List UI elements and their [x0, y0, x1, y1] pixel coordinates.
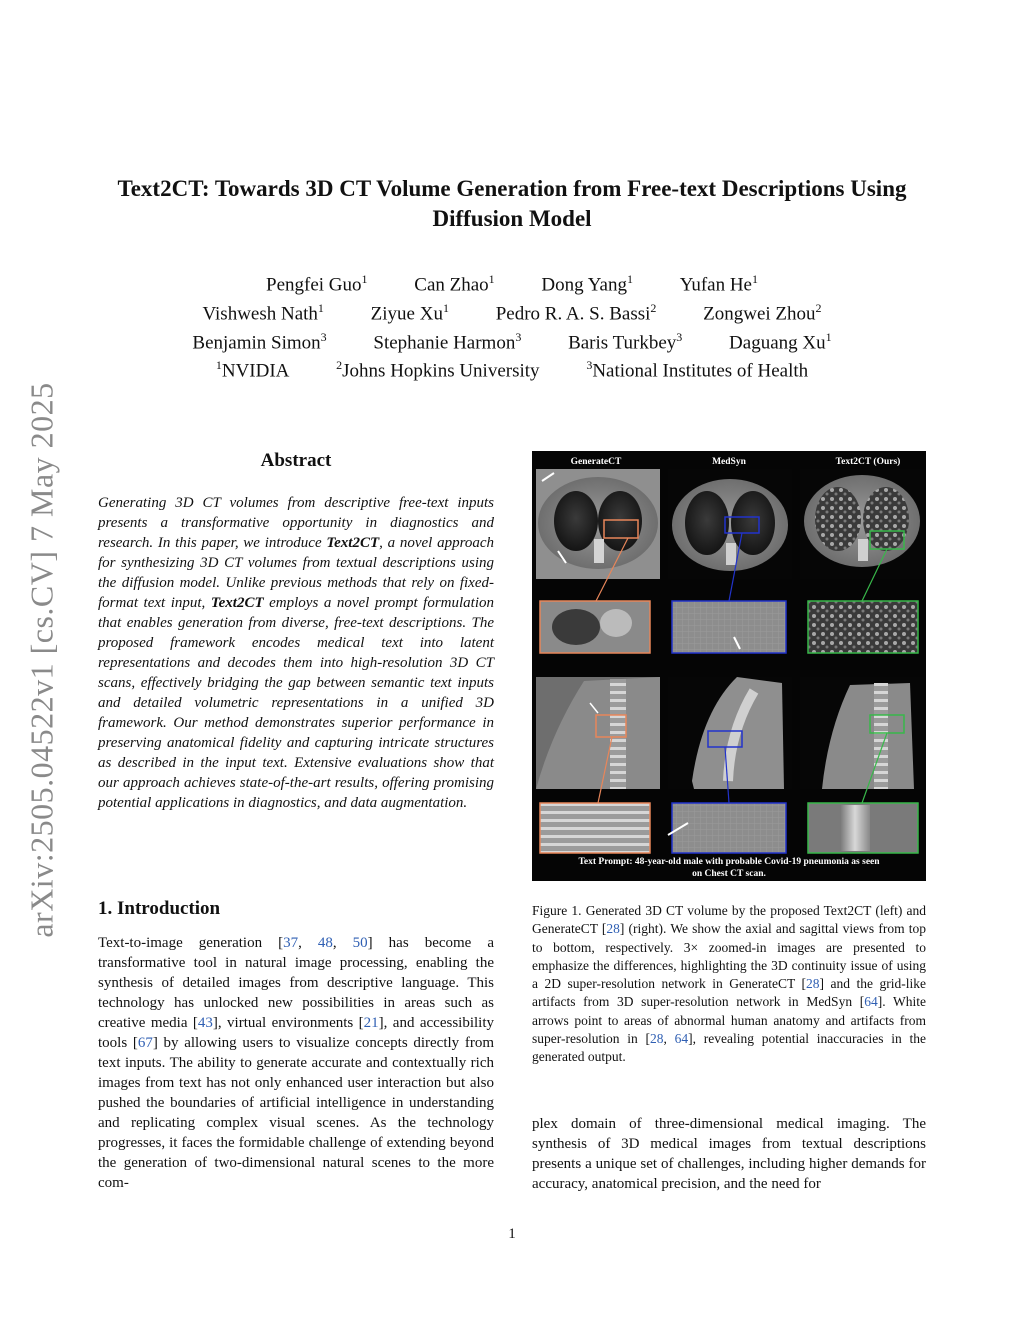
page-number: 1 — [508, 1226, 516, 1242]
figure-1-caption: Figure 1. Generated 3D CT volume by the proposed Text2CT (left) and GenerateCT [28] (right). We show the axial and sagittal views from top to bottom, respectively. 3× zoomed-in images are presented to emphasize the differences, highlighting the 3D continuity issue of using a 2D super-resolution network in GenerateCT [28] and the grid-like artifacts from 3D super-resolution network in MedSyn [64]. White arrows point to areas of abnormal human anatomy and artifacts from super-resolution in [28, 64], revealing potential inaccuracies in the generated output. — [532, 903, 927, 1065]
author: Can Zhao$^1$ — [414, 272, 495, 296]
title-line-1: Text2CT: Towards 3D CT Volume Generation from Free-text Descriptions Using — [117, 176, 907, 201]
sagittal-medsyn — [668, 677, 792, 789]
author: Daguang Xu$^1$ — [729, 329, 832, 353]
author: Vishwesh Nath$^1$ — [202, 300, 324, 325]
author-row-1 — [80, 268, 944, 297]
figure-prompt-line-1: Text Prompt: 48-year-old male with probable Covid-19 pneumonia as seen — [578, 857, 880, 867]
sagittal-text2ct — [800, 677, 924, 789]
citation-link[interactable]: 67 — [137, 1035, 153, 1051]
citation-link[interactable]: 28 — [606, 921, 620, 937]
abstract-heading: Abstract — [260, 450, 332, 471]
citation-link[interactable]: 37 — [283, 935, 299, 951]
affiliation: $^1$NVIDIA — [215, 358, 290, 382]
zoom-axial-medsyn — [672, 601, 786, 653]
figure-col-label: GenerateCT — [570, 457, 622, 467]
author: Ziyue Xu$^1$ — [370, 300, 449, 325]
author: Yufan He$^1$ — [679, 272, 758, 296]
affiliation: $^2$Johns Hopkins University — [336, 358, 540, 382]
zoom-axial-text2ct — [808, 601, 918, 653]
author-row-3 — [80, 326, 944, 355]
intro-paragraph: Text-to-image generation [37, 48, 50] has become a transformative tool in natural image processing, enabling the synthesis of detailed images from descriptive language. This technology has unlocked new possibilities in areas such as creative media [43], virtual environments [21], and accessibility tools [67] by allowing users to visualize concepts directly from text inputs. The ability to generate accurate and contextually rich images from text has not only enhanced user interaction but also pushed the boundaries of artificial intelligence in understanding and replicating complex visual scenes. As the technology progresses, it faces the formidable challenge of extending beyond the generation of two-dimensional natural scenes to the more com- — [98, 935, 495, 1191]
citation-link[interactable]: 64 — [864, 994, 878, 1010]
zoom-axial-generatect — [540, 601, 650, 653]
axial-medsyn — [668, 469, 792, 579]
citation-link[interactable]: 50 — [352, 935, 368, 951]
author-block — [80, 268, 944, 383]
citation-link[interactable]: 64 — [674, 1031, 689, 1047]
citation-link[interactable]: 48 — [317, 935, 333, 951]
citation-link[interactable]: 21 — [363, 1015, 379, 1031]
figure-col-label: MedSyn — [712, 457, 746, 467]
author: Stephanie Harmon$^3$ — [373, 329, 522, 353]
abstract-body: Generating 3D CT volumes from descriptive free-text inputs presents a transformative opportunity in diagnostics and research. In this paper, we introduce Text2CT, a novel approach for synthesizing 3D CT volumes from textual descriptions using the diffusion model. Unlike previous methods that rely on fixed-format text input, Text2CT employs a novel prompt formulation that enables generation from diverse, free-text descriptions. The proposed framework encodes medical text into latent representations and decodes them into high-resolution 3D CT scans, effectively bridging the gap between semantic text inputs and detailed volumetric representations in a unified 3D framework. Our method demonstrates superior performance in preserving anatomical fidelity and capturing intricate structures as described in the input text. Extensive evaluations show that our approach achieves state-of-the-art results, offering promising potential applications in diagnostics, and data augmentation. — [98, 495, 495, 811]
method-name: Text2CT — [210, 595, 264, 611]
arxiv-identifier: arXiv:2505.04522v1 [cs.CV] 7 May 2025 — [23, 382, 60, 938]
citation-link[interactable]: 43 — [197, 1015, 213, 1031]
author: Pengfei Guo$^1$ — [266, 272, 368, 296]
affiliation: $^3$National Institutes of Health — [586, 358, 809, 382]
axial-generatect — [536, 469, 660, 579]
paper-title — [80, 174, 944, 234]
zoom-sagittal-text2ct — [808, 803, 918, 853]
citation-link[interactable]: 28 — [650, 1031, 664, 1047]
figure-col-label: Text2CT (Ours) — [835, 457, 901, 467]
author-row-2 — [80, 297, 944, 326]
axial-text2ct — [800, 469, 924, 579]
author: Dong Yang$^1$ — [541, 272, 633, 296]
sagittal-generatect — [536, 677, 660, 789]
section-heading-introduction: 1. Introduction — [98, 898, 221, 919]
affiliations — [80, 354, 944, 383]
author: Benjamin Simon$^3$ — [192, 329, 327, 353]
figure-prompt-line-2: on Chest CT scan. — [692, 869, 766, 879]
zoom-sagittal-generatect — [540, 803, 650, 853]
author: Zongwei Zhou$^2$ — [703, 300, 822, 325]
author: Baris Turkbey$^3$ — [568, 329, 683, 353]
intro-paragraph-continued: plex domain of three-dimensional medical imaging. The synthesis of 3D medical images from textual descriptions presents a unique set of challenges, including higher demands for accuracy, anatomical precision, and the need for — [532, 1116, 926, 1192]
method-name: Text2CT — [326, 535, 380, 551]
title-line-2: Diffusion Model — [432, 206, 592, 231]
zoom-sagittal-medsyn — [668, 803, 786, 853]
figure-1-graphic — [532, 451, 926, 881]
citation-link[interactable]: 28 — [806, 976, 820, 992]
author: Pedro R. A. S. Bassi$^2$ — [495, 300, 657, 325]
figure-1 — [532, 451, 926, 881]
